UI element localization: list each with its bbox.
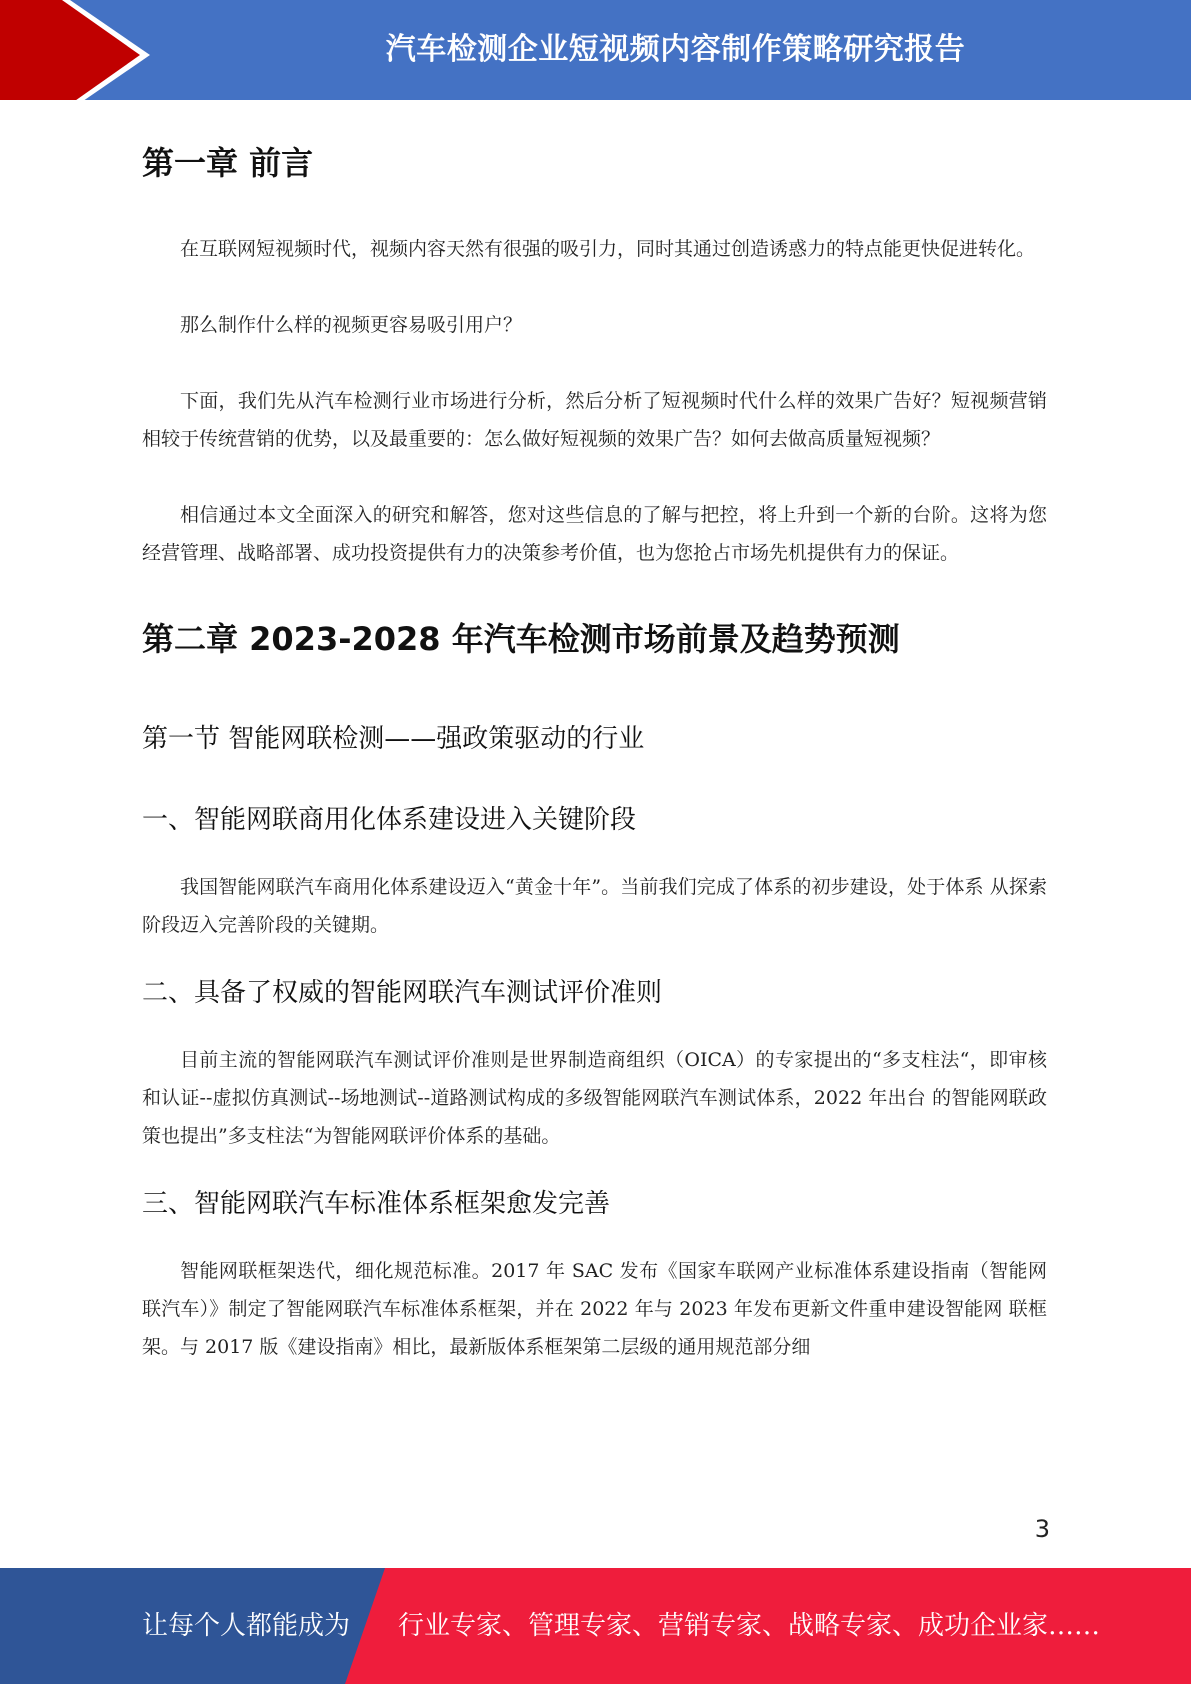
- subsection-1-paragraph: 我国智能网联汽车商用化体系建设迈入“黄金十年”。当前我们完成了体系的初步建设，处于体系 从探索阶段迈入完善阶段的关键期。: [142, 876, 1047, 936]
- chapter-1-paragraph-2: 那么制作什么样的视频更容易吸引用户？: [180, 314, 523, 336]
- chapter-1-paragraph-4: 相信通过本文全面深入的研究和解答，您对这些信息的了解与把控，将上升到一个新的台阶。这将为您经营管理、战略部署、成功投资提供有力的决策参考价值，也为您抢占市场先机提供有力的保证。: [142, 504, 1047, 564]
- header-title: 汽车检测企业短视频内容制作策略研究报告: [385, 32, 966, 67]
- page-header: [0, 0, 1191, 110]
- header-arrow: [0, 0, 140, 110]
- page-content: [142, 110, 1047, 1366]
- subsection-3-paragraph: 智能网联框架迭代，细化规范标准。2017 年 SAC 发布《国家车联网产业标准体系建设指南（智能网 联汽车）》制定了智能网联汽车标准体系框架，并在 2022 年与 2023 年发布更新文件重申建设智能网 联框架。与 2017 版《建设指南》相比，最新版体系框架第二层级的通用规范部分细: [142, 1260, 1047, 1358]
- subsection-3-title: 三、智能网联汽车标准体系框架愈发完善: [142, 1189, 611, 1219]
- page-footer: [0, 1568, 1191, 1684]
- chapter-1-paragraph-1: 在互联网短视频时代，视频内容天然有很强的吸引力，同时其通过创造诱惑力的特点能更快促进转化。: [180, 238, 1036, 260]
- subsection-2-paragraph: 目前主流的智能网联汽车测试评价准则是世界制造商组织（OICA）的专家提出的“多支柱法“，即审核和认证--虚拟仿真测试--场地测试--道路测试构成的多级智能网联汽车测试体系，2022 年出台 的智能网联政策也提出”多支柱法“为智能网联评价体系的基础。: [142, 1049, 1047, 1147]
- footer-right-text: 行业专家、管理专家、营销专家、战略专家、成功企业家……: [398, 1611, 1101, 1641]
- section-1-title: 第一节 智能网联检测——强政策驱动的行业: [142, 724, 645, 754]
- chapter-2-title: 第二章 2023-2028 年汽车检测市场前景及趋势预测: [142, 620, 900, 658]
- header-bottom-gap: [0, 100, 1191, 110]
- subsection-2-title: 二、具备了权威的智能网联汽车测试评价准则: [142, 978, 663, 1008]
- page-number: 3: [1034, 1515, 1050, 1543]
- subsection-1-title: 一、智能网联商用化体系建设进入关键阶段: [142, 805, 637, 835]
- chapter-1-paragraph-3: 下面，我们先从汽车检测行业市场进行分析，然后分析了短视频时代什么样的效果广告好？短视频营销相较于传统营销的优势，以及最重要的：怎么做好短视频的效果广告？如何去做高质量短视频？: [142, 390, 1047, 450]
- footer-left-text: 让每个人都能成为: [142, 1611, 351, 1641]
- chapter-1-title: 第一章 前言: [142, 144, 314, 182]
